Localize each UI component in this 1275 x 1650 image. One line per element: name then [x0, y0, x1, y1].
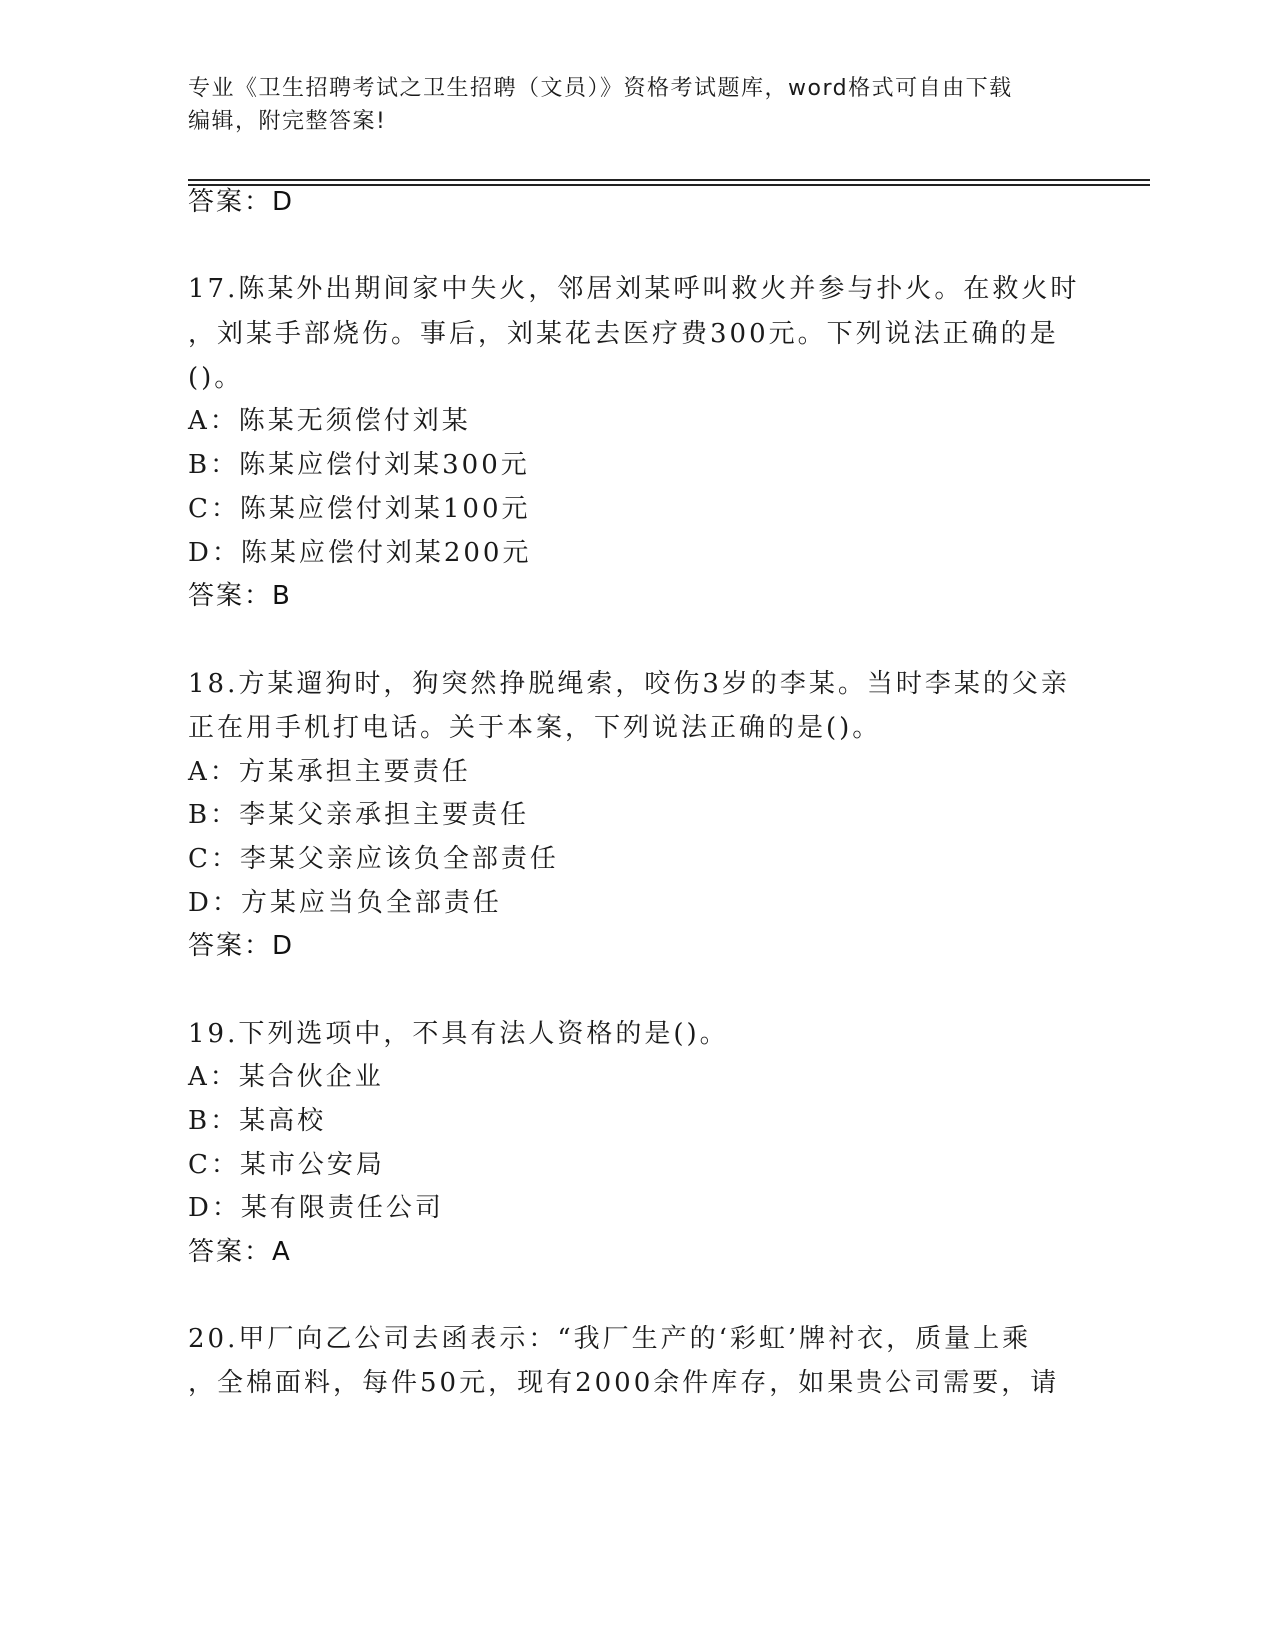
- question-17-option-c: C：陈某应偿付刘某100元: [188, 494, 531, 524]
- question-17-option-a: A：陈某无须偿付刘某: [188, 406, 471, 436]
- question-19-option-a: A：某合伙企业: [188, 1062, 384, 1092]
- answer-19: 答案：A: [188, 1237, 292, 1267]
- header-divider-top: [188, 179, 1150, 181]
- question-18-option-c: C：李某父亲应该负全部责任: [188, 844, 559, 874]
- question-19-line-1: 19.下列选项中，不具有法人资格的是()。: [188, 1019, 729, 1049]
- question-19-option-d: D：某有限责任公司: [188, 1193, 444, 1223]
- question-18-line-2: 正在用手机打电话。关于本案，下列说法正确的是()。: [188, 713, 882, 743]
- document-header: [188, 72, 1068, 138]
- question-20-line-2: ，全棉面料，每件50元，现有2000余件库存，如果贵公司需要，请: [188, 1368, 1060, 1398]
- question-17-line-2: ，刘某手部烧伤。事后，刘某花去医疗费300元。下列说法正确的是: [188, 319, 1059, 349]
- question-19-option-c: C：某市公安局: [188, 1150, 385, 1180]
- question-18-line-1: 18.方某遛狗时，狗突然挣脱绳索，咬伤3岁的李某。当时李某的父亲: [188, 669, 1070, 699]
- question-18-option-a: A：方某承担主要责任: [188, 757, 471, 787]
- answer-17: 答案：B: [188, 581, 292, 611]
- answer-18: 答案：D: [188, 931, 295, 961]
- question-17-option-b: B：陈某应偿付刘某300元: [188, 450, 530, 480]
- question-18-option-b: B：李某父亲承担主要责任: [188, 800, 530, 830]
- header-divider-bottom: [188, 184, 1150, 186]
- question-18-option-d: D：方某应当负全部责任: [188, 888, 502, 918]
- header-line-2: 编辑，附完整答案!: [188, 109, 387, 134]
- question-17-line-1: 17.陈某外出期间家中失火，邻居刘某呼叫救火并参与扑火。在救火时: [188, 274, 1080, 304]
- header-line-1: 专业《卫生招聘考试之卫生招聘（文员）》资格考试题库，word格式可自由下载: [188, 76, 1013, 101]
- question-19-option-b: B：某高校: [188, 1106, 327, 1136]
- answer-16: 答案：D: [188, 187, 295, 217]
- question-17-option-d: D：陈某应偿付刘某200元: [188, 538, 532, 568]
- question-17-line-3: ()。: [188, 363, 244, 393]
- question-20-line-1: 20.甲厂向乙公司去函表示：“我厂生产的‘彩虹’牌衬衣，质量上乘: [188, 1324, 1032, 1354]
